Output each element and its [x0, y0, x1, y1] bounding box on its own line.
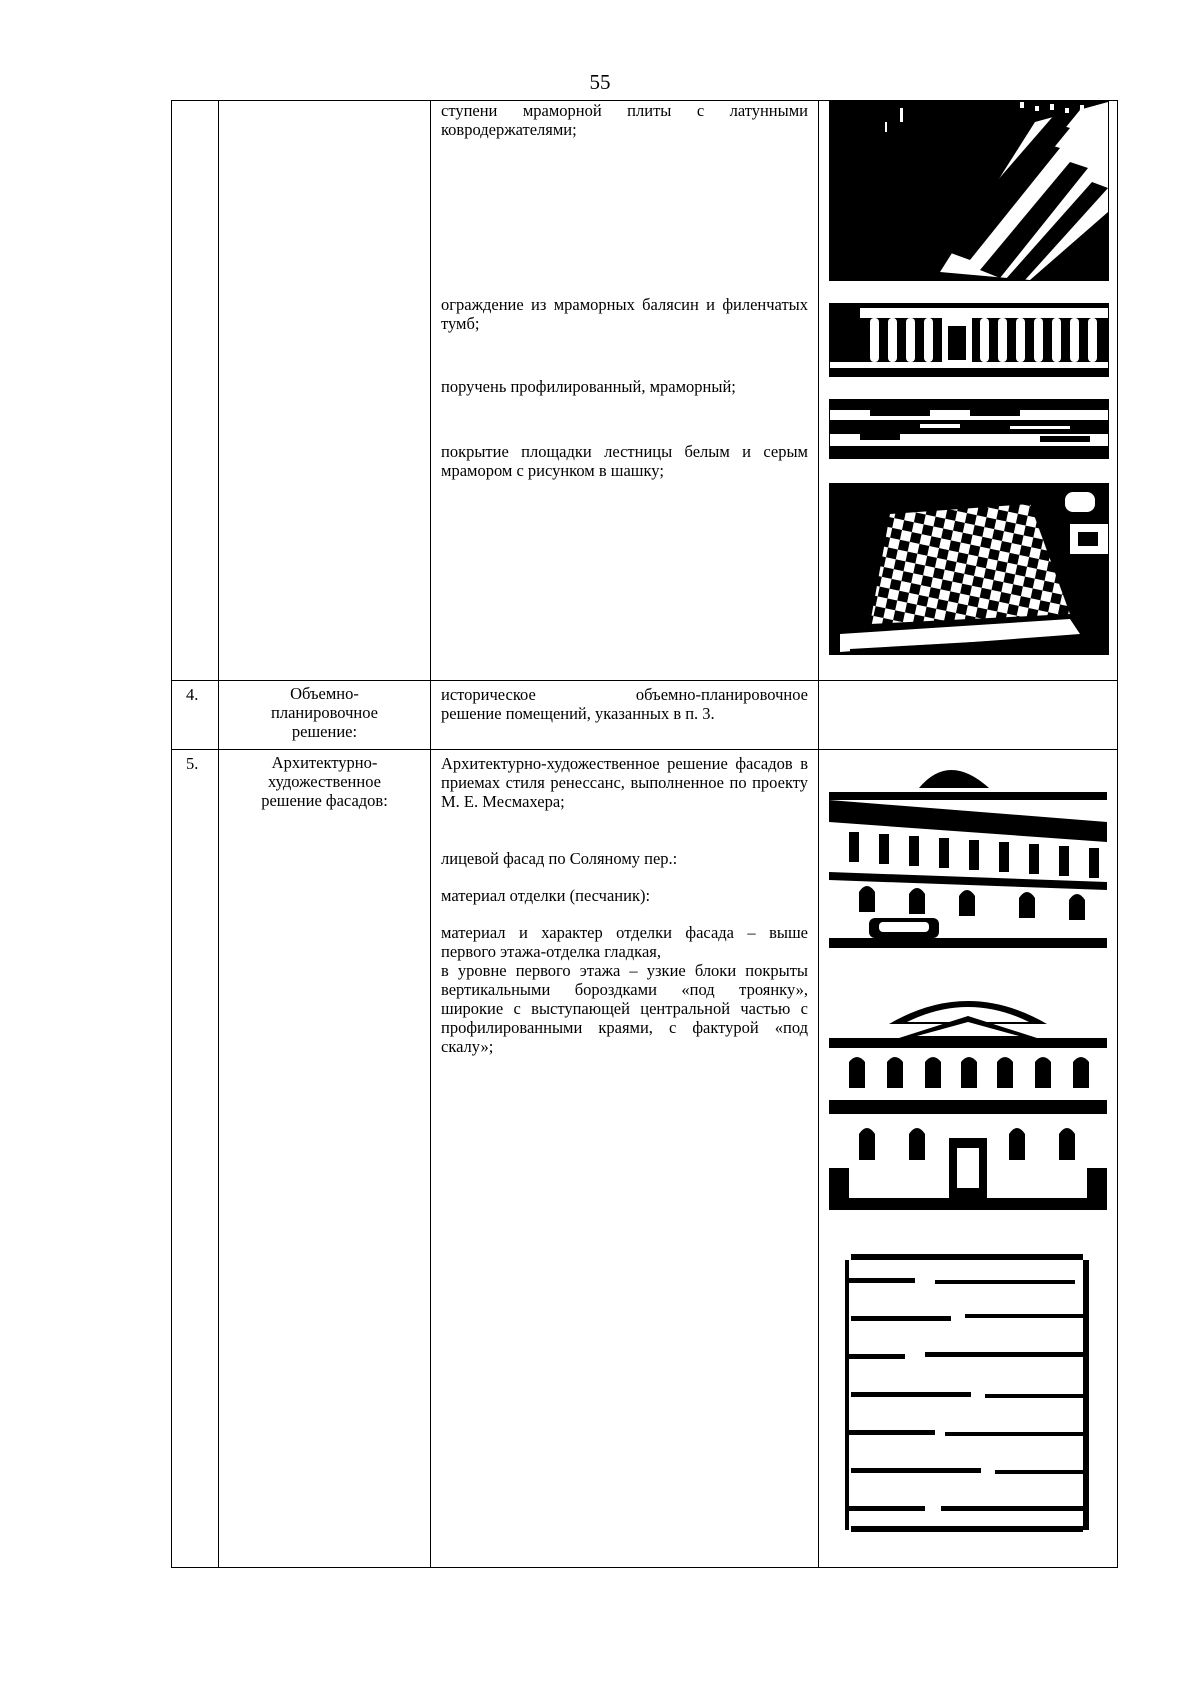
- list-item: ограждение из мраморных балясин и филенчатых тумб;: [441, 295, 808, 333]
- description-paragraph: в уровне первого этажа – узкие блоки покрыты вертикальными бороздками «под троянку», широкие с выступающей центральной частью с профилированными краями, с фактурой «под скалу»;: [441, 961, 808, 1056]
- row-name-line: Архитектурно-: [271, 753, 378, 772]
- row-name-line: решение:: [291, 722, 358, 741]
- list-item: покрытие площадки лестницы белым и серым мрамором с рисунком в шашку;: [441, 442, 808, 480]
- description-paragraph: материал отделки (песчаник):: [441, 886, 651, 905]
- checkered-landing-photo: [829, 483, 1109, 655]
- row-name-line: решение фасадов:: [261, 791, 388, 810]
- stone-blocks-photo: [845, 1250, 1089, 1532]
- central-facade-photo: [829, 988, 1107, 1210]
- description-paragraph: материал и характер отделки фасада – выше первого этажа-отделка гладкая,: [441, 923, 808, 961]
- handrail-photo: [829, 399, 1109, 459]
- street-facade-photo: [829, 752, 1107, 948]
- balustrade-photo: [829, 303, 1109, 377]
- description-paragraph: лицевой фасад по Соляному пер.:: [441, 849, 678, 868]
- row-number: 4.: [172, 681, 219, 750]
- description-cell: [431, 101, 819, 681]
- list-item: поручень профилированный, мраморный;: [441, 377, 736, 396]
- table-row: [172, 681, 1118, 750]
- description-line: историческое объемно-планировочное: [441, 685, 808, 704]
- number-cell: [172, 101, 219, 681]
- description-line: решение помещений, указанных в п. 3.: [441, 704, 715, 723]
- stairs-steps-photo: [829, 101, 1109, 281]
- name-cell: [219, 101, 431, 681]
- monument-table: [171, 100, 1118, 1568]
- page-number: 55: [589, 70, 611, 94]
- image-cell: [819, 750, 1118, 1568]
- row-name-line: художественное: [268, 772, 381, 791]
- table-row: [172, 101, 1118, 681]
- description-cell: [431, 681, 819, 750]
- image-cell: [819, 101, 1118, 681]
- row-name-line: планировочное: [271, 703, 378, 722]
- row-name: [219, 681, 431, 750]
- table-row: [172, 750, 1118, 1568]
- image-cell: [819, 681, 1118, 750]
- row-number: 5.: [172, 750, 219, 1568]
- description-cell: [431, 750, 819, 1568]
- row-name: [219, 750, 431, 1568]
- description-paragraph: Архитектурно-художественное решение фасадов в приемах стиля ренессанс, выполненное по проекту М. Е. Месмахера;: [441, 754, 808, 811]
- row-name-line: Объемно-: [290, 684, 359, 703]
- list-item: ступени мраморной плиты с латунными ковродержателями;: [441, 101, 808, 139]
